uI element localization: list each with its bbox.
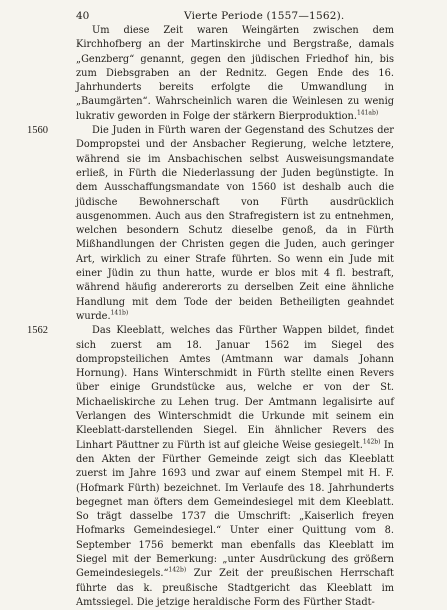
paragraph-jews [27, 124, 394, 324]
page-body [27, 24, 394, 610]
page-number: 40 [76, 10, 90, 22]
paragraph-text: Um diese Zeit waren Weingärten zwischen dem Kirchhofberg an der Martinskirche und Bergstraße, damals „Genzberg“ genannt, gegen den jüdischen Friedhof hin, bis zum Diebsgraben an der Rednitz. Gegen Ende des 16. Jahrhunderts bereits erfolgte die Umwandlung in „Baumgärten“. Wahrscheinlich waren die Weinlesen zu wenig lukrativ geworden in Folge der stärkern Bierproduktion. [76, 25, 394, 122]
footnote-ref: 141b) [110, 309, 129, 317]
running-head: Vierte Periode (1557—1562). [184, 10, 345, 22]
page-header [76, 8, 396, 24]
paragraph-text: Die Juden in Fürth waren der Gegenstand des Schutzes der Dompropstei und der Ansbacher Regierung, welche letztere, während sie im Ansbachischen selbst Ausweisungsmandate erließ, in Fürth die Niederlassung der Juden begünstigte. In dem Ausschaffungsmandate von 1560 ist deshalb auch die jüdische Bewohnerschaft von Fürth ausdrücklich ausgenommen. Auch aus den Strafregistern ist zu entnehmen, welchen besondern Schutz dieselbe genoß, da in Fürth Mißhandlungen der Christen gegen die Juden, auch geringer Art, wirklich zu einer Strafe führten. So wenn ein Jude mit einer Jüdin zu thun hatte, wurde er blos mit 4 fl. bestraft, während häufig andererorts zu derselben Zeit eine ähnliche Handlung mit dem Tode der beiden Betheiligten geahndet wurde. [76, 125, 394, 322]
paragraph-text-continued: In den Akten der Fürther Gemeinde zeigt sich das Kleeblatt zuerst im Jahre 1693 und zwar auf einem Stempel mit H. F. (Hofmark Fürth) bezeichnet. Im Verlaufe des 18. Jahrhunderts begegnet man öfters dem Gemeindesiegel mit dem Kleeblatt. So trägt dasselbe 1737 die Umschrift: „Kaiserlich freyen Hofmarks Gemeindesiegel.“ Unter einer Quittung vom 8. September 1756 bemerkt man ebenfalls das Kleeblatt im Siegel mit der Bemerkung: „unter Ausdrückung des größern Gemeindesiegels.“ [76, 439, 394, 580]
margin-year: 1562 [27, 325, 48, 337]
paragraph-vineyards [76, 24, 394, 124]
footnote-ref: 141ab) [356, 109, 379, 117]
footnote-ref: 142b) [362, 438, 381, 446]
footnote-ref: 142b) [168, 567, 187, 575]
margin-year: 1560 [27, 125, 48, 137]
paragraph-text: Das Kleeblatt, welches das Fürther Wappen bildet, findet sich zuerst am 18. Januar 1562 im Siegel des dompropsteilichen Amtes (Amtmann war damals Johann Hornung). Hans Winterschmidt in Fürth stellte einen Revers über einige Grundstücke aus, welche er von der St. Michaeliskirche zu Lehen trug. Der Amtmann legalisirte auf Verlangen des Winterschmidt die Urkunde mit seinem ein Kleeblatt-darstellenden Siegel. Ein ähnlicher Revers des Linhart Päuttner zu Fürth ist auf gleiche Weise gesiegelt. [76, 325, 394, 451]
paragraph-text-end: Zur Zeit der preußischen Herrschaft führte das k. preußische Stadtgericht das Kleeblatt im Amtssiegel. Die jetzige heraldische Form des Fürther Stadt- [76, 568, 394, 608]
paragraph-cloverleaf [27, 324, 394, 610]
